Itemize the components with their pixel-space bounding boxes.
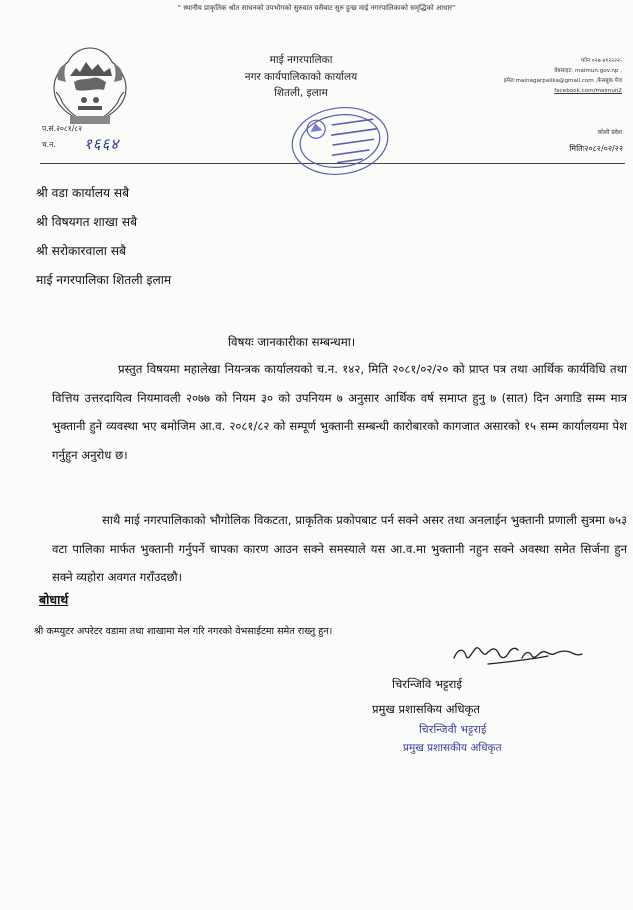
recipient-list xyxy=(36,179,171,295)
office-name-line-2: नगर कार्यपालिकाको कार्यालय xyxy=(244,70,358,83)
office-name-line-3: शितली, इलाम xyxy=(274,87,328,99)
header-motto: " स्थानीय प्राकृतिक श्रोत साधनको उपभोगको सुरुवात यसैबाट सुरु हुन्छ माई नगरपालिकाको समृद्धिको आधार" xyxy=(177,4,456,12)
office-name-line-1: माई नगरपालिका xyxy=(269,54,333,66)
contact-facebook: facebook.com/maimun2 xyxy=(554,88,622,94)
contact-website: वेबसाइट: maimun.gov.np , xyxy=(554,68,622,74)
recipient-item: माई नगरपालिका शितली इलाम xyxy=(36,273,172,287)
letter-subject: विषयः जानकारीका सम्बन्धमा। xyxy=(228,335,356,349)
chalani-label: च.न. xyxy=(42,140,56,149)
paragraph-text: साथै माई नगरपालिकाको भौगोलिक विकटता, प्राकृतिक प्रकोपबाट पर्न सक्ने असर तथा अनलाईन भुक्तानी प्रणाली सुत्रमा ७५३ वटा पालिका मार्फत भुक्तानी गर्नुपर्ने चापका कारण आउन सक्ने समस्याले यस आ.व.मा भुक्तानी नहुन सक्ने अवस्था समेत सिर्जना हुन सक्ने व्यहोरा अवगत गराँउदछौ। xyxy=(52,513,627,584)
handwritten-signature-icon xyxy=(448,634,588,674)
signatory-name: चिरन्जिवि भट्टराई xyxy=(392,677,462,691)
recipient-item: श्री वडा कार्यालय सबै xyxy=(36,186,130,200)
recipient-item: श्री सरोकारवाला सबै xyxy=(36,244,126,258)
recipient-item: श्री विषयगत शाखा सबै xyxy=(36,215,138,229)
chalani-number: १६६४ xyxy=(84,135,120,153)
contact-block xyxy=(500,56,622,96)
paragraph-text: प्रस्तुत विषयमा महालेखा नियन्त्रक कार्यालयको च.न. १४२, मिति २०८१/०२/२० को प्राप्त पत्र तथा आर्थिक कार्यविधि तथा वित्तिय उत्तरदायित्व नियमावली २०७७ को नियम ३० को उपनियम ७ अनुसार आर्थिक वर्ष समाप्त हुनु ७ (सात) दिन अगाडि सम्म मात्र भुक्तानी हुने व्यवस्था भए बमोजिम आ.व. २०८१/८२ को सम्पूर्ण भुक्तानी सम्बन्धी कारोबारको कागजात असारको १५ सम्म कार्यालयमा पेश गर्नुहुन अनुरोध छ। xyxy=(52,362,627,462)
stamp-signatory-post: प्रमुख प्रशासकीय अधिकृत xyxy=(403,742,502,754)
body-paragraph-1 xyxy=(52,355,627,469)
bodhartha-text: श्री कम्प्युटर अपरेटर वडामा तथा शाखामा मेल गरि नगरको वेभसाईटमा समेत राख्नु हुन। xyxy=(34,626,333,637)
office-seal-icon xyxy=(288,104,392,178)
contact-email: इमेल:mainagarpalika@gmail.com ,फेसबुक पेज xyxy=(503,78,622,84)
contact-phone: फोन ०२७-४१२२२२- xyxy=(581,58,622,64)
stamp-signatory-name: चिरन्जिवी भट्टराई xyxy=(419,723,487,736)
bodhartha-label: बोधार्थ xyxy=(39,592,69,607)
signatory-post: प्रमुख प्रशासकिय अधिकृत xyxy=(372,702,480,716)
patra-sankhya: प.सं.२०८१/८२ xyxy=(42,124,83,133)
nepal-emblem-icon xyxy=(40,42,140,130)
letter-date: मितिः२०८२/०२/२२ xyxy=(569,144,623,153)
province-label: कोशी प्रदेश xyxy=(597,129,622,136)
body-paragraph-2 xyxy=(52,506,627,592)
office-name-block xyxy=(206,52,396,102)
